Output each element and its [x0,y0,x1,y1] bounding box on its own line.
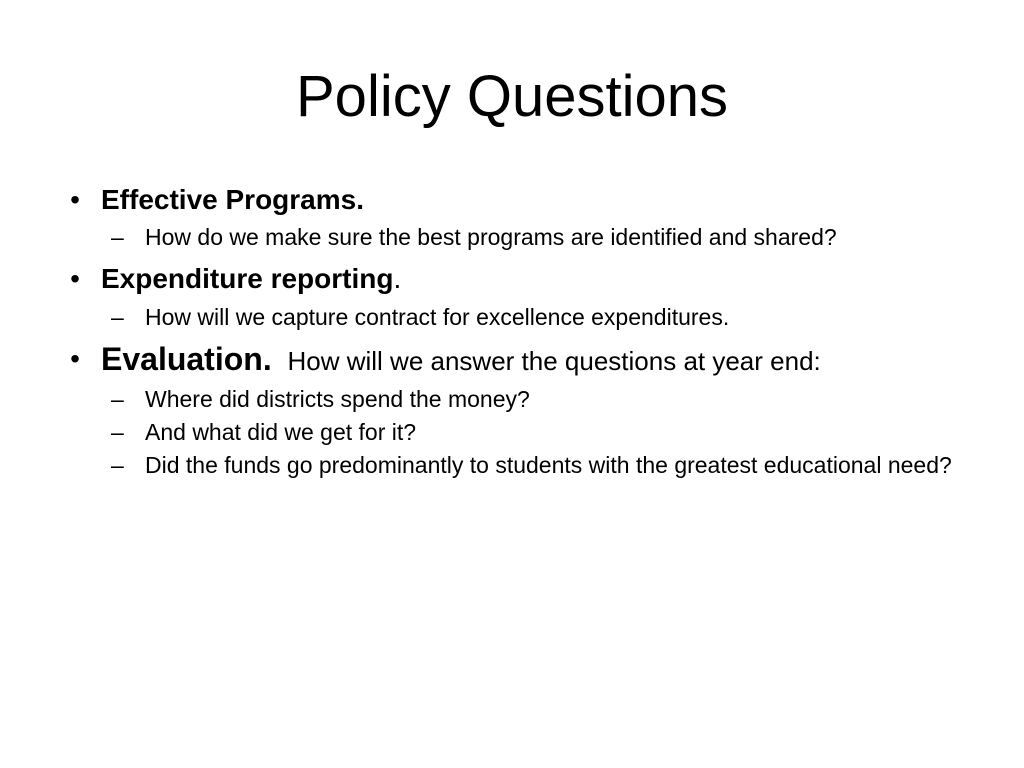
sub-bullet-text: And what did we get for it? [145,419,417,445]
dash-marker: – [111,452,124,478]
slide-body [60,182,960,479]
sub-bullet-item [60,303,960,331]
sub-bullet-item [60,385,960,413]
bullet-item-effective-programs [60,182,960,218]
bullet-marker: • [70,343,80,374]
bullet-marker: • [70,184,80,215]
bullet-heading: Evaluation. [101,341,272,377]
dash-marker: – [111,304,124,330]
dash-marker: – [111,419,124,445]
sub-bullet-item [60,451,960,479]
sub-bullet-text: Where did districts spend the money? [145,386,530,412]
bullet-item-evaluation [60,341,960,379]
sub-bullet-text: Did the funds go predominantly to students with the greatest educational need? [145,452,952,478]
bullet-marker: • [70,263,80,294]
bullet-item-expenditure-reporting [60,261,960,297]
sub-bullet-item [60,223,960,251]
bullet-heading-suffix: . [393,263,402,294]
sub-bullet-text: How do we make sure the best programs are identified and shared? [145,224,837,250]
dash-marker: – [111,386,124,412]
bullet-heading: Effective Programs. [101,184,364,215]
bullet-heading-rest: How will we answer the questions at year end: [287,346,821,376]
slide-title: Policy Questions [296,64,728,129]
sub-bullet-text: How will we capture contract for excellence expenditures. [145,304,730,330]
dash-marker: – [111,224,124,250]
bullet-heading: Expenditure reporting [101,263,394,294]
sub-bullet-item [60,418,960,446]
